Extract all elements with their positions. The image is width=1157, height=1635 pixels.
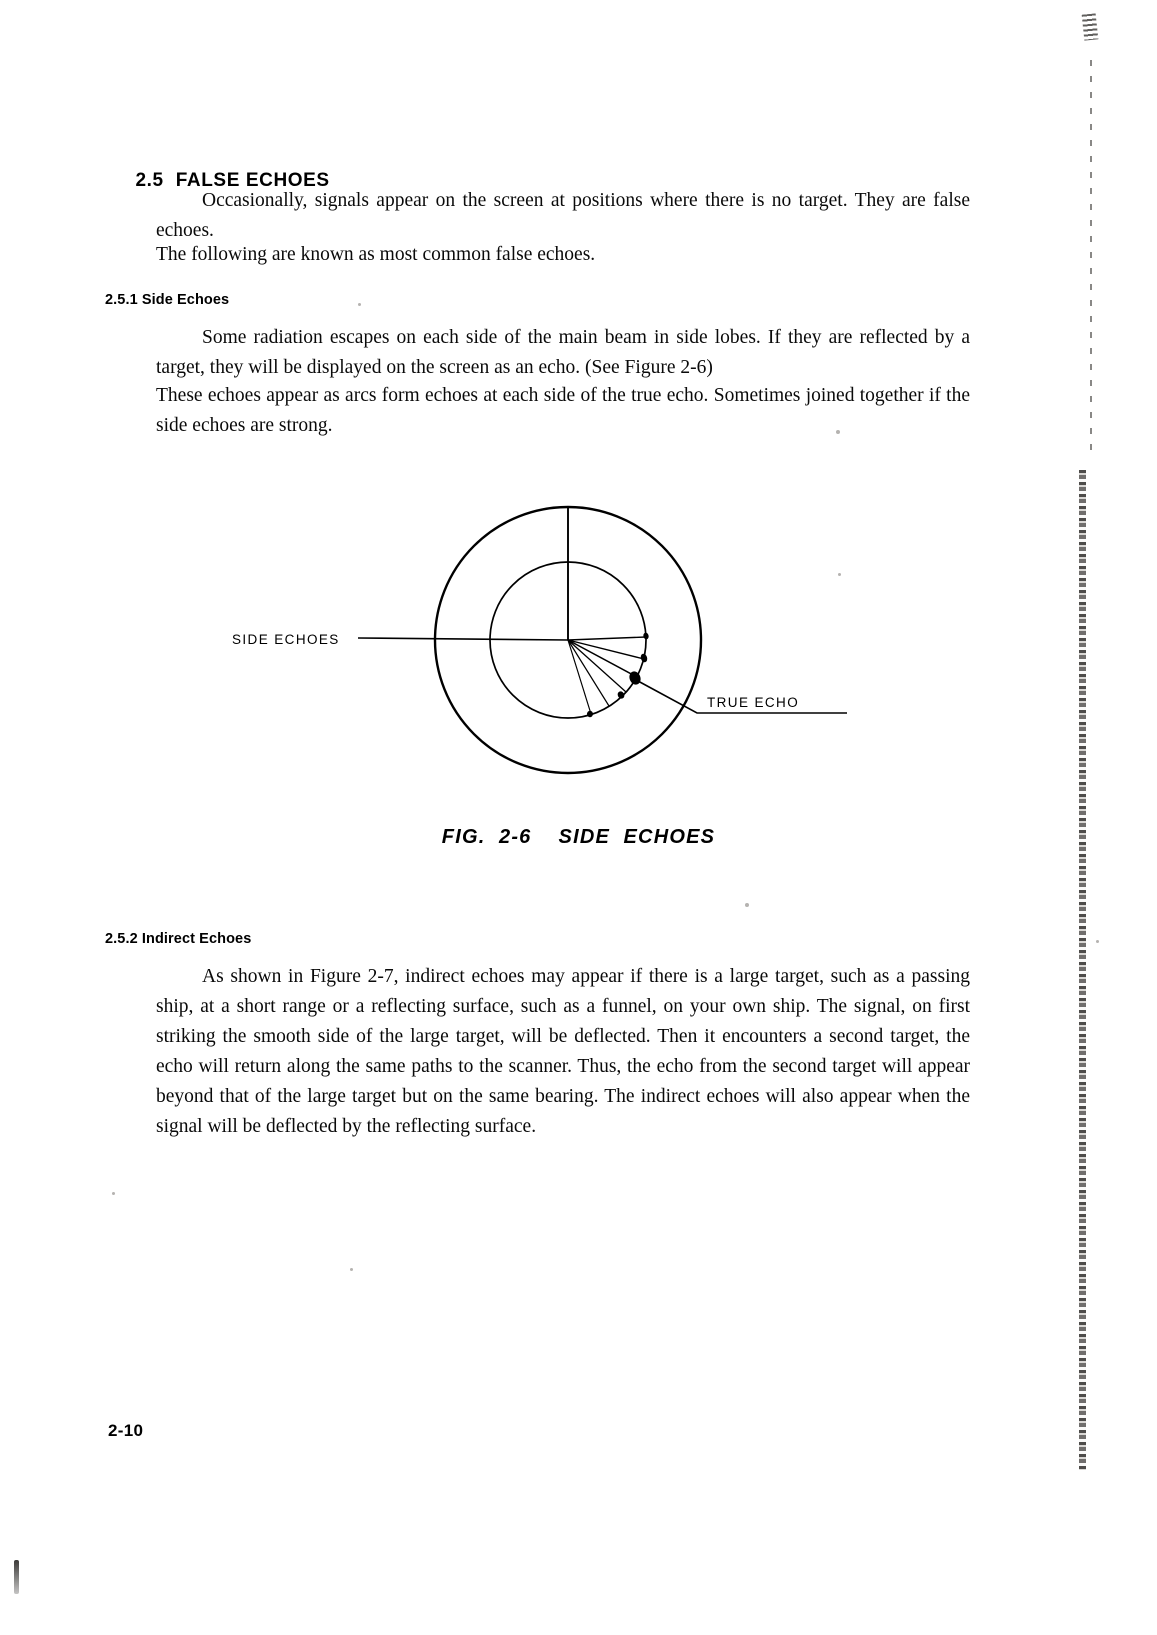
echo-blip-side-lower-1 — [616, 690, 625, 700]
echo-blip-side-upper-2 — [640, 653, 649, 663]
subsection-heading-indirect-echoes: 2.5.2 Indirect Echoes — [105, 931, 252, 947]
scan-dust-speck — [358, 303, 361, 306]
label-true-echo: TRUE ECHO — [707, 695, 800, 710]
page-number: 2-10 — [108, 1421, 144, 1440]
echo-blip-side-upper-1 — [643, 632, 650, 640]
figure-2-6 — [210, 455, 850, 785]
scan-top-mark-artifact — [1082, 13, 1099, 40]
scan-dust-speck — [745, 903, 749, 907]
scan-dust-speck — [350, 1268, 353, 1271]
subsection-heading-side-echoes: 2.5.1 Side Echoes — [105, 292, 230, 308]
section-number: 2.5 — [135, 170, 164, 191]
paragraph-text: Some radiation escapes on each side of the main beam in side lobes. If they are reflected by a target, they will be displayed on the screen as an echo. (See Figure 2-6) — [156, 327, 970, 378]
paragraph-text: Occasionally, signals appear on the screen at positions where there is no target. They are false echoes. — [156, 190, 970, 241]
label-side-echoes: SIDE ECHOES — [232, 632, 340, 647]
echo-ray-1 — [568, 637, 646, 640]
side-echoes-leader-line — [358, 638, 568, 640]
paragraph-side-echoes-1 — [156, 323, 970, 383]
scan-dust-speck — [112, 1192, 115, 1195]
section-title: FALSE ECHOES — [175, 170, 330, 191]
echo-ray-5 — [568, 640, 609, 706]
paragraph-indirect-echoes — [156, 962, 970, 1142]
paragraph-intro-2: The following are known as most common false echoes. — [156, 244, 596, 265]
echo-blip-side-lower-2 — [587, 711, 593, 717]
paragraph-side-echoes-2: These echoes appear as arcs form echoes at each side of the true echo. Sometimes joined together if the side echoes are strong. — [156, 385, 970, 436]
scan-dust-speck — [1096, 940, 1099, 943]
paragraph-intro-1 — [156, 186, 970, 246]
scan-dotted-line-artifact — [1090, 60, 1092, 450]
scan-edge-artifact — [1065, 0, 1157, 1635]
echo-blip-true-echo — [627, 670, 642, 687]
figure-caption: FIG. 2-6 SIDE ECHOES — [441, 826, 716, 848]
scan-speckle-column — [1079, 470, 1086, 1470]
paragraph-text: As shown in Figure 2-7, indirect echoes may appear if there is a large target, such as a passing ship, at a short range or a reflecting surface, such as a funnel, on your own ship. The signal, on first striking the smooth side of the large target, will be deflected. Then it encounters a second target, the echo will return along the same paths to the scanner. Thus, the echo from the second target will appear beyond that of the large target but on the same bearing. The indirect echoes will also appear when the signal will be deflected by the reflecting surface. — [156, 966, 970, 1137]
scan-bottom-left-mark — [14, 1560, 19, 1594]
